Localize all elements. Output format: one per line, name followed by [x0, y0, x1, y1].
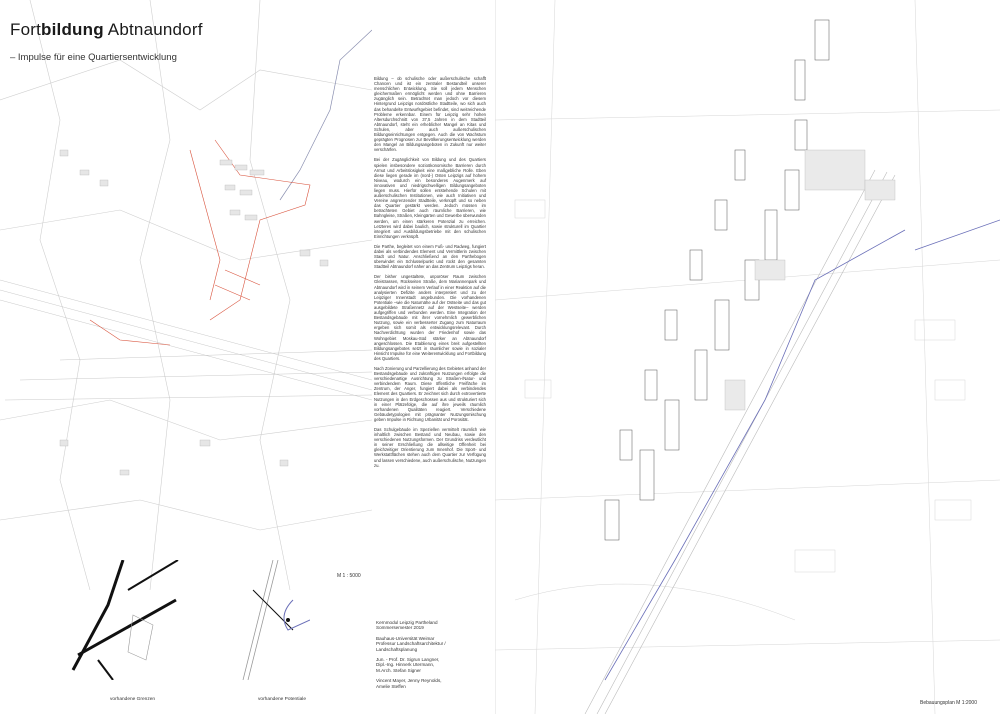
credits-block: [376, 620, 494, 689]
paragraph: Der bisher ungestaltete, unporöser Raum zwischen Gleistrassen, Rückseiten Straße, dem Mariannenpark und Abtnaundorf wird in seinem Verlauf in einer Reaktion auf die analysierten Defizite anders interpretiert und zu der Leipziger Innenstadt angebunden. Die vorhandenen Potentiale –wie die Naturnähe auf der Ostseite und das gut ausgebildete Straßennetz auf der Westseite– werden aufgegriffen und verbunden werden. Eine Integration der Bestandsgebäude mit ihrer vornehmlich gewerblichen Nutzung, sowie ein verbesserter Zugang zum Naturraum ergeben sich somit als entwicklungsrelevant. Durch Nachverdichtung wurden der Friedenhof sowie das Wohngebiet Moskau-Süd stärker an Abtnaundorf angeschlossen. Die Etablierung eines breit aufgestellten Bildungsangebotes setzt in räumlicher sowie in sozialer Hinsicht Impulse für eine Weiterentwicklung und Fortbildung des Quartiers.: [374, 274, 486, 361]
credits-semester: Sommersemester 2019: [376, 625, 424, 631]
poster-subtitle: – Impulse für eine Quartiersentwicklung: [10, 52, 177, 63]
paragraph: Bei der Zugänglichkeit von Bildung und des Quartiers spielen insbesondere sozioökonomische Barrieren durch Armut und Arbeitslosigkeit eine maßgebliche Rolle. Eben diese liegen gerade im (nord-) Osten Leipzigs auf hohem Niveau, wodurch ein besonderes Augenmerk auf innovativen und niedrigschwelligen Bildungsangeboten liegen muss. Hierfür sollen entstehende Schulen mit außerschulischen Institutionen, wie auch Initiativen und Vereine angrenzender Stadtteile, verknüpft und so neben das Quartier gestärkt werden. Jedoch müssen im betrachteten Gebiet auch räumliche Barrieren, wie Bahngleise, Straßen, Kleingärten und Gewerbe überwunden werden, um einen stärkeren Potenzial zu erreichen. Letzteres wird dabei baulich, sowie strukturell im Quartier integriert und Ausbildungsbetriebe mit den schulischen Einrichtungen verknüpft.: [374, 157, 486, 239]
scale-label-left: M 1 : 5000: [337, 573, 361, 579]
credits-authors: Amelie Steffen: [376, 683, 406, 689]
paragraph: Das Schulgebäude im Speziellen vermittelt räumlich wie inhaltlich zwischen Bestand und Neubau, sowie den verschiedenen Nutzungsformen. Der Grundriss verdeutlicht in seiner Erschließung die allseitige Offenheit bei gleichzeitiger Orientierung zum Innenhof. Die Sport- und Werkstattflächen stehen auch dem Quartier zur Verfügung und lassen verschiedene, auch außerschulische, Nutzungen zu.: [374, 427, 486, 468]
caption-potentials: vorhandene Potentiale: [258, 697, 307, 702]
paragraph: Nach Zonierung und Parzellierung des Gebietes anhand der Bestandsgebäude und zukünftigen Nutzungen erfolgte die verschiedenartige Ausrichtung zu Straßen-/Natur- und verbindendem Raum. Diese öffentliche Freifläche im Zentrum, der Anger, fungiert dabei als verbindendes Element des Quartiers. Er zeichnet sich durch extrovertierte Nutzungen in den Erdgeschossen aus und strukturiert sich in einer Plätzefolge, die auf ihre jeweils räumlich vorhandenen Qualitäten reagiert. Verschiedene Gebäudetypologien mit prägnanter Nutzungsmischung geben Impulse in Richtung Urbanität und Porosität.: [374, 365, 486, 422]
diagram-potentials: [198, 560, 310, 680]
credits-supervisor: M.Arch. Stefan Signer: [376, 667, 421, 673]
credits-supervisor: Jun. - Prof. Dr. Sigrun Langner,: [376, 657, 440, 663]
diagram-borders: [68, 560, 180, 680]
credits-module: Kernmodul Leipzig Partheland: [376, 620, 438, 625]
credits-university: Bauhaus-Universität Weimar: [376, 635, 435, 641]
caption-borders: vorhandene Grenzen: [110, 697, 156, 702]
credits-chair: Professur Landschaftsarchitektur /: [376, 641, 446, 647]
site-plan-map: [0, 0, 372, 590]
credits-supervisor: Dipl.-Ing. Hinnerk Utermann,: [376, 662, 435, 668]
master-plan-map: [495, 0, 1000, 714]
poster-title: Fortbildung Abtnaundorf: [10, 20, 203, 39]
paragraph: Die Parthe, begleitet von einem Fuß- und Radweg, fungiert dabei als verbindendes Element und Vermittlerin zwischen Stadt und Natur. Anschließend an den Parthebogen überwindet ein Schlusselpunkt und rückt den gesamten Stadtteil Abtnaundorf näher an das Zentrum Leipzigs heran.: [374, 243, 486, 270]
credits-authors: Vincent Mayer, Jenny Reynolds,: [376, 678, 442, 684]
description-text: [374, 76, 486, 473]
scale-label-right: Bebauungsplan M 1:2000: [920, 700, 977, 706]
paragraph: Bildung – ob schulische oder außerschulische schafft Chancen und ist ein zentraler Bestandteil unserer menschlichen Entwicklung. Sie soll jedem Menschen gleichermaßen ermöglicht werden und ohne Barrieren zugänglich sein. Betrachtet man jedoch vor diesem Hintergrund Leipzigs nordöstliche Stadtteile, wo sich auch das behandelte Entwurfsgebiet befindet, sind weitreichende Probleme erkennbar. Einem für Leipzig sehr hohen Altersdurchschnitt von 37,5 Jahren in dem Stadtteil Abtnaundorf, steht ein erheblicher Mangel an Kitas und Schulen, aber auch außerschulischen Bildungseinrichtungen entgegen. Auch die von Wachstum geprägten Prognosen zur Bevölkerungsentwicklung werden den Mangel an Bildungsangeboten in Zukunft nur weiter verschärfen.: [374, 76, 486, 153]
credits-chair2: Landschaftsplanung: [376, 646, 418, 652]
